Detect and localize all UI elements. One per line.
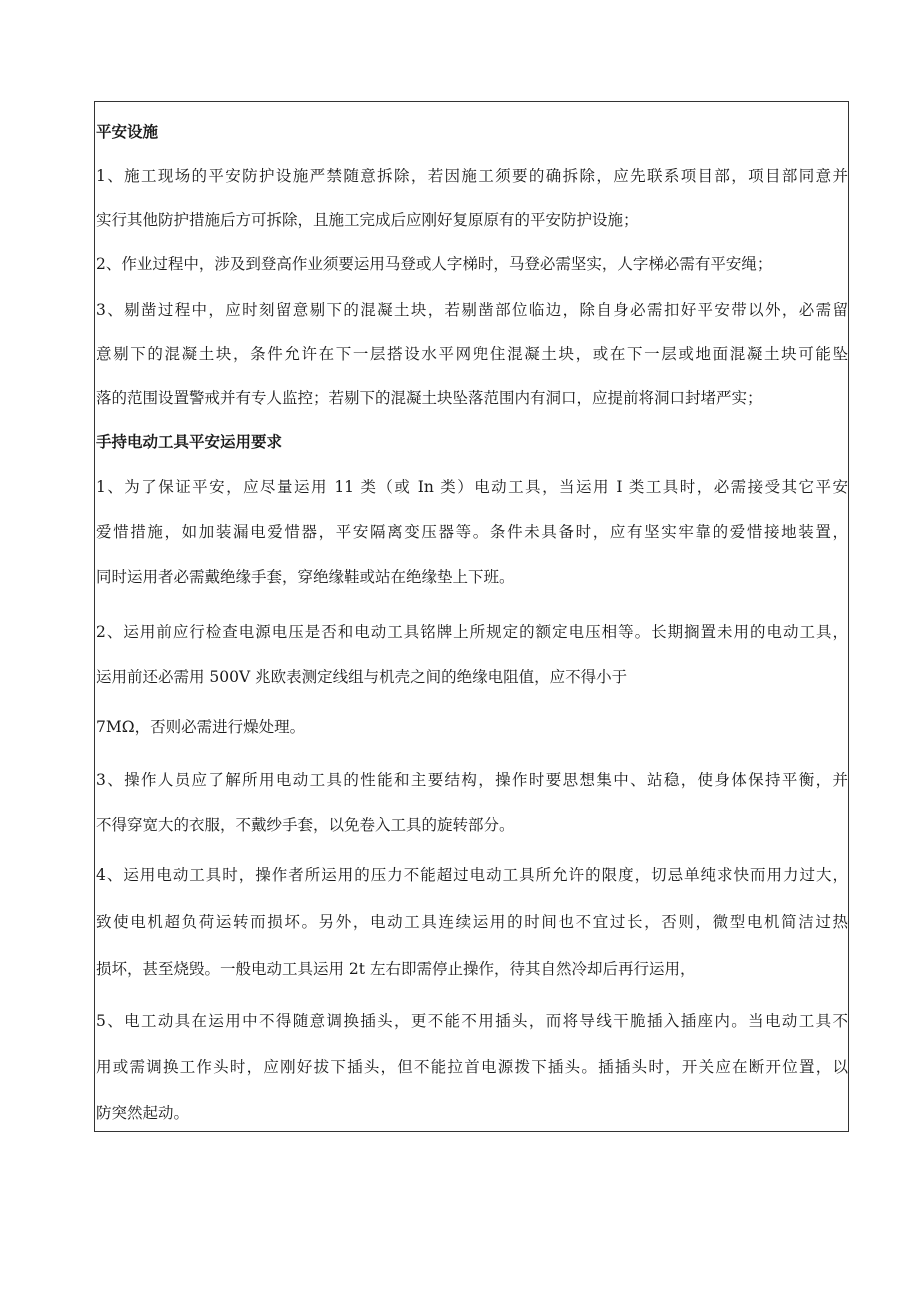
paragraph-line: 同时运用者必需戴绝缘手套，穿绝缘鞋或站在绝缘垫上下班。 xyxy=(96,568,515,586)
paragraph-line: 损坏，甚至烧毁。一般电动工具运用 2t 左右即需停止操作，待其自然冷却后再行运用， xyxy=(96,960,696,978)
paragraph-line: 运用前还必需用 500V 兆欧表测定线组与机壳之间的绝缘电阻值，应不得小于 xyxy=(96,668,628,686)
paragraph-line: 意剔下的混凝土块，条件允许在下一层搭设水平网兜住混凝土块，或在下一层或地面混凝土块可能坠 xyxy=(96,345,848,363)
paragraph-line: 2、作业过程中，涉及到登高作业须要运用马登或人字梯时，马登必需坚实，人字梯必需有平安绳； xyxy=(96,255,773,273)
paragraph-line: 落的范围设置警戒并有专人监控；若剔下的混凝土块坠落范围内有洞口，应提前将洞口封堵严实； xyxy=(96,389,763,407)
paragraph-line: 防突然起动。 xyxy=(96,1104,190,1122)
paragraph-line: 用或需调换工作头时，应刚好拔下插头，但不能拉首电源拨下插头。插插头时，开关应在断开位置，以 xyxy=(96,1058,848,1076)
paragraph-line: 不得穿宽大的衣服，不戴纱手套，以免卷入工具的旋转部分。 xyxy=(96,816,515,834)
section-heading-power-tools: 手持电动工具平安运用要求 xyxy=(96,433,283,451)
paragraph-line: 7MΩ，否则必需进行燥处理。 xyxy=(96,718,306,736)
paragraph-line: 2、运用前应行检查电源电压是否和电动工具铭牌上所规定的额定电压相等。长期搁置未用的电动工具， xyxy=(96,623,848,641)
paragraph-line: 1、为了保证平安，应尽量运用 11 类（或 In 类）电动工具，当运用 I 类工具时，必需接受其它平安 xyxy=(96,478,848,496)
paragraph-line: 1、施工现场的平安防护设施严禁随意拆除，若因施工须要的确拆除，应先联系项目部，项目部同意并 xyxy=(96,167,848,185)
paragraph-line: 爱惜措施，如加装漏电爱惜器，平安隔离变压器等。条件未具备时，应有坚实牢靠的爱惜接地装置， xyxy=(96,523,848,541)
paragraph-line: 实行其他防护措施后方可拆除，且施工完成后应刚好复原原有的平安防护设施； xyxy=(96,211,639,229)
section-heading-safety-facilities: 平安设施 xyxy=(96,123,159,141)
paragraph-line: 致使电机超负荷运转而损坏。另外，电动工具连续运用的时间也不宜过长，否则，微型电机简洁过热 xyxy=(96,913,848,931)
paragraph-line: 3、剔凿过程中，应时刻留意剔下的混凝土块，若剔凿部位临边，除自身必需扣好平安带以外，必需留 xyxy=(96,301,848,319)
paragraph-line: 3、操作人员应了解所用电动工具的性能和主要结构，操作时要思想集中、站稳，使身体保持平衡，并 xyxy=(96,771,848,789)
paragraph-line: 5、电工动具在运用中不得随意调换插头，更不能不用插头，而将导线干脆插入插座内。当电动工具不 xyxy=(96,1012,848,1030)
paragraph-line: 4、运用电动工具时，操作者所运用的压力不能超过电动工具所允许的限度，切忌单纯求快而用力过大， xyxy=(96,866,848,884)
